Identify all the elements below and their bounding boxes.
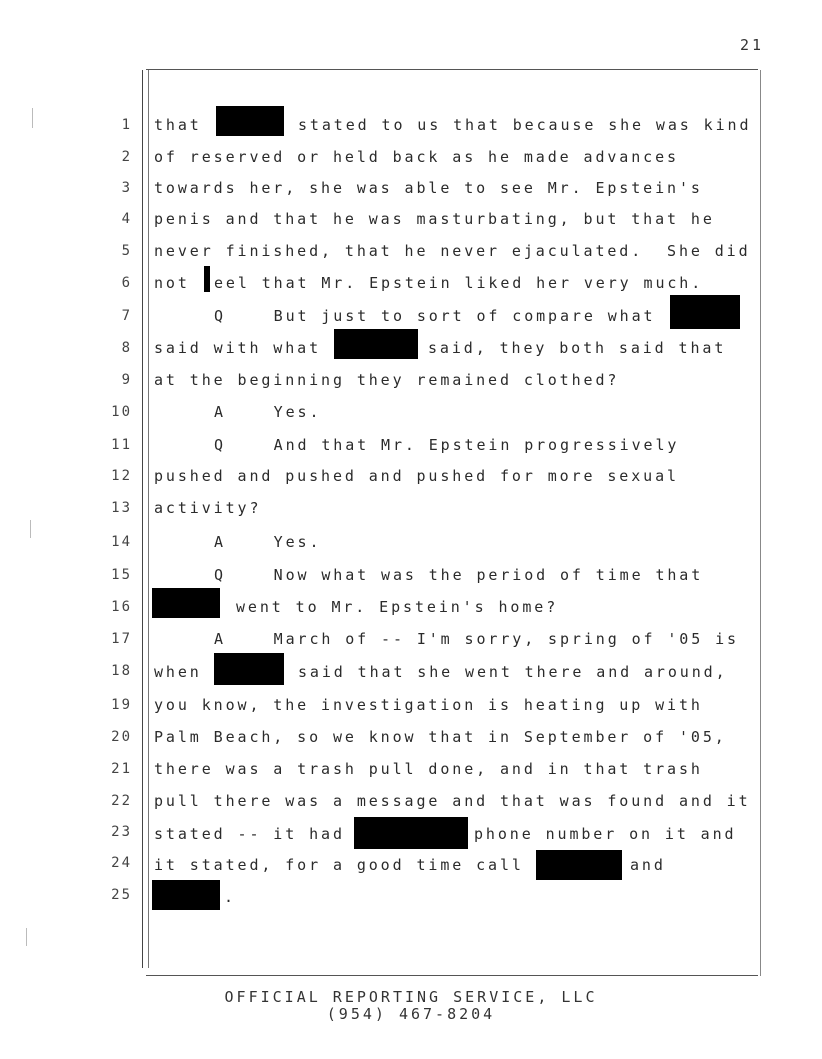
line-number: 9	[121, 372, 132, 388]
scan-mark	[26, 928, 27, 946]
line-number: 2	[121, 149, 132, 165]
line-number: 5	[121, 243, 132, 259]
transcript-line	[154, 825, 754, 847]
line-text: penis and that he was masturbating, but that he	[154, 210, 715, 228]
line-text: never finished, that he never ejaculated. She did	[154, 242, 751, 260]
transcript-line	[154, 307, 754, 329]
line-text: phone number on it and	[474, 825, 737, 843]
transcript-line	[154, 499, 754, 521]
line-text: and	[630, 856, 666, 874]
line-number: 1	[121, 117, 132, 133]
transcript-line	[154, 888, 754, 910]
line-number: 8	[121, 340, 132, 356]
transcript-line	[154, 467, 754, 489]
line-text: A Yes.	[214, 403, 322, 421]
line-number: 21	[111, 761, 132, 777]
transcript-line	[154, 630, 754, 652]
transcript-line	[154, 371, 754, 393]
line-number: 20	[111, 729, 132, 745]
line-number: 25	[111, 887, 132, 903]
line-text: you know, the investigation is heating up with	[154, 696, 703, 714]
line-text: A Yes.	[214, 533, 322, 551]
line-text: said that she went there and around,	[298, 663, 728, 681]
transcript-line	[154, 403, 754, 425]
transcript-line	[154, 792, 754, 814]
transcript-line	[154, 856, 754, 878]
transcript-line	[154, 242, 754, 264]
line-number: 7	[121, 308, 132, 324]
line-number: 17	[111, 631, 132, 647]
line-text: eel that Mr. Epstein liked her very much.	[214, 274, 704, 292]
line-number: 3	[121, 180, 132, 196]
transcript-line	[154, 598, 754, 620]
line-text: towards her, she was able to see Mr. Epstein's	[154, 179, 703, 197]
line-number: 11	[111, 437, 132, 453]
transcript-line	[154, 663, 754, 685]
redaction-box	[214, 653, 284, 685]
line-text: when	[154, 663, 202, 681]
transcript-line	[154, 696, 754, 718]
line-text: pushed and pushed and pushed for more sexual	[154, 467, 679, 485]
line-text: stated to us that because she was kind	[298, 116, 752, 134]
redaction-box	[152, 880, 220, 910]
transcript-line	[154, 533, 754, 555]
redaction-box	[354, 817, 468, 849]
line-number: 24	[111, 855, 132, 871]
footer-company: OFFICIAL REPORTING SERVICE, LLC	[224, 988, 598, 1006]
line-text: activity?	[154, 499, 262, 517]
transcript-line	[154, 148, 754, 170]
transcript-line	[154, 210, 754, 232]
line-number: 23	[111, 824, 132, 840]
line-text: said with what	[154, 339, 322, 357]
transcript-frame-top	[146, 69, 758, 70]
scan-mark	[30, 520, 31, 538]
line-number: 14	[111, 534, 132, 550]
line-text: pull there was a message and that was found and it	[154, 792, 751, 810]
transcript-line	[154, 179, 754, 201]
line-number: 10	[111, 404, 132, 420]
page-number: 21	[740, 36, 765, 54]
transcript-line	[154, 436, 754, 458]
line-text: Q But just to sort of compare what	[214, 307, 656, 325]
line-number: 18	[111, 663, 132, 679]
transcript-frame-bottom	[146, 975, 758, 976]
scan-mark	[32, 108, 33, 128]
line-text: stated -- it had	[154, 825, 345, 843]
line-number: 12	[111, 468, 132, 484]
line-number: 13	[111, 500, 132, 516]
line-number: 22	[111, 793, 132, 809]
transcript-line	[154, 116, 754, 138]
transcript-line	[154, 339, 754, 361]
transcript-frame-right	[760, 70, 761, 976]
line-text: Palm Beach, so we know that in September of '05,	[154, 728, 727, 746]
transcript-line	[154, 760, 754, 782]
line-text: at the beginning they remained clothed?	[154, 371, 620, 389]
line-text: there was a trash pull done, and in that trash	[154, 760, 703, 778]
redaction-box	[204, 266, 210, 292]
redaction-box	[152, 588, 220, 618]
transcript-frame-left-inner	[148, 70, 149, 968]
line-text: of reserved or held back as he made advances	[154, 148, 679, 166]
redaction-box	[670, 295, 740, 329]
line-number: 6	[121, 275, 132, 291]
line-text: it stated, for a good time call	[154, 856, 524, 874]
line-text: .	[224, 888, 236, 906]
footer-phone: (954) 467-8204	[326, 1005, 496, 1023]
line-text: said, they both said that	[428, 339, 727, 357]
line-number: 16	[111, 599, 132, 615]
line-text: went to Mr. Epstein's home?	[236, 598, 559, 616]
line-text: not	[154, 274, 190, 292]
transcript-line	[154, 274, 754, 296]
redaction-box	[334, 329, 418, 359]
line-text: that	[154, 116, 202, 134]
line-text: A March of -- I'm sorry, spring of '05 is	[214, 630, 739, 648]
transcript-frame-left	[142, 70, 143, 968]
redaction-box	[216, 106, 284, 136]
line-number: 19	[111, 697, 132, 713]
transcript-line	[154, 566, 754, 588]
line-text: Q Now what was the period of time that	[214, 566, 704, 584]
line-text: Q And that Mr. Epstein progressively	[214, 436, 680, 454]
transcript-line	[154, 728, 754, 750]
line-number: 15	[111, 567, 132, 583]
line-number: 4	[121, 211, 132, 227]
redaction-box	[536, 850, 622, 880]
